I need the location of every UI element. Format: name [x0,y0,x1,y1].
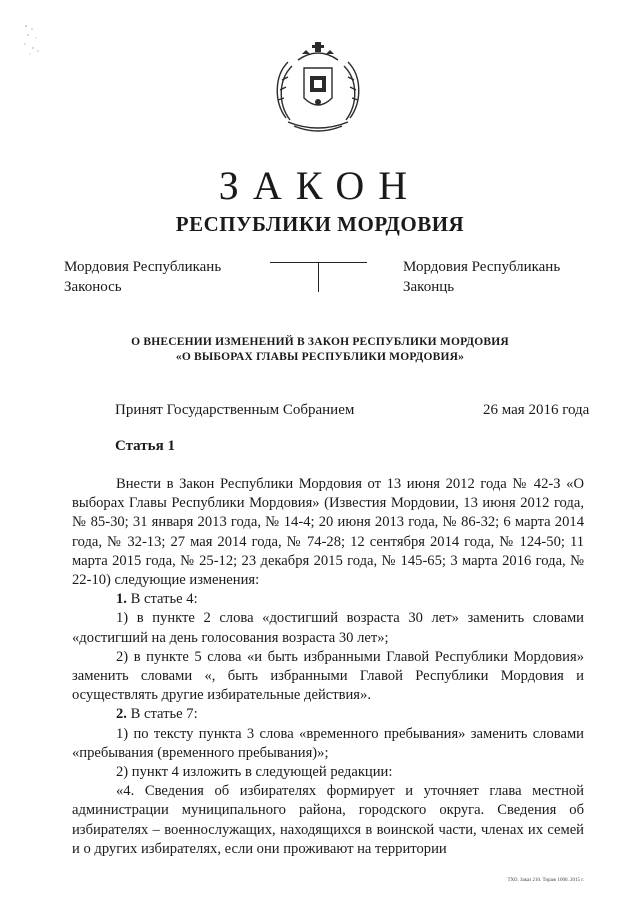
mordovian-heading-left-line2: Законось [64,279,122,295]
header-divider-vertical [318,262,319,292]
document-subtitle: РЕСПУБЛИКИ МОРДОВИЯ [175,212,465,236]
coat-of-arms-icon [268,40,368,138]
adoption-label: Принят Государственным Собранием [115,402,355,418]
item-number: 1. [116,591,127,608]
paragraph-item-2 [72,705,584,724]
law-name-line2: «О ВЫБОРАХ ГЛАВЫ РЕСПУБЛИКИ МОРДОВИЯ» [175,351,465,363]
mordovian-heading-left [64,257,221,297]
mordovian-heading-right-line2: Законць [403,279,455,295]
item-text: В статье 7: [130,706,198,723]
mordovian-heading-right [403,257,560,297]
printer-imprint: ТХО. Заказ 210. Тираж 1000. 2015 г. [507,878,584,883]
law-name [0,335,640,365]
document-title: ЗАКОН [218,163,422,208]
law-name-line1: О ВНЕСЕНИИ ИЗМЕНЕНИЙ В ЗАКОН РЕСПУБЛИКИ МОРДОВИЯ [131,336,509,348]
paragraph-sub-2-1: 1) по тексту пункта 3 слова «временного пребывания» заменить словами «пребывания (временного пребывания)»; [72,725,584,761]
paragraph-item-1 [72,590,584,609]
scan-noise-mark [22,20,46,60]
item-text: В статье 4: [130,591,198,608]
adoption-date: 26 мая 2016 года [483,402,590,418]
paragraph-intro: Внести в Закон Республики Мордовия от 13 июня 2012 года № 42-З «О выборах Главы Республики Мордовия» (Известия Мордовии, 13 июня 2012 года, № 85-30; 31 января 2013 года, № 14-4; 20 июня 2013 года, № 86-32; 6 марта 2014 года, № 32-13; 27 мая 2014 года, № 74-28; 12 сентября 2014 года, № 124-50; 11 марта 2015 года, № 25-12; 23 декабря 2015 года, № 145-65; 3 марта 2016 года, № 22-10) следующие изменения: [72,476,584,589]
item-number: 2. [116,706,127,723]
paragraph-sub-1-1: 1) в пункте 2 слова «достигший возраста 30 лет» заменить словами «достигший на день голосования возраста 30 лет»; [72,610,584,646]
paragraph-sub-2-2: 2) пункт 4 изложить в следующей редакции: [116,764,393,781]
article-heading: Статья 1 [115,438,175,454]
mordovian-heading-right-line1: Мордовия Республикань [403,259,561,275]
article-body [72,475,584,859]
mordovian-heading-left-line1: Мордовия Республикань [64,259,222,275]
paragraph-quote: «4. Сведения об избирателях формирует и уточняет глава местной администрации муниципального района, городского округа. Сведения об избирателях – военнослужащих, находящихся в воинской части, членах их семей и о других избирателях, если они проживают на территории [72,783,584,857]
paragraph-sub-1-2: 2) в пункте 5 слова «и быть избранными Главой Республики Мордовия» заменить словами «, быть избранными Главой Республики Мордовия и осуществлять другие избирательные действия». [72,648,584,704]
